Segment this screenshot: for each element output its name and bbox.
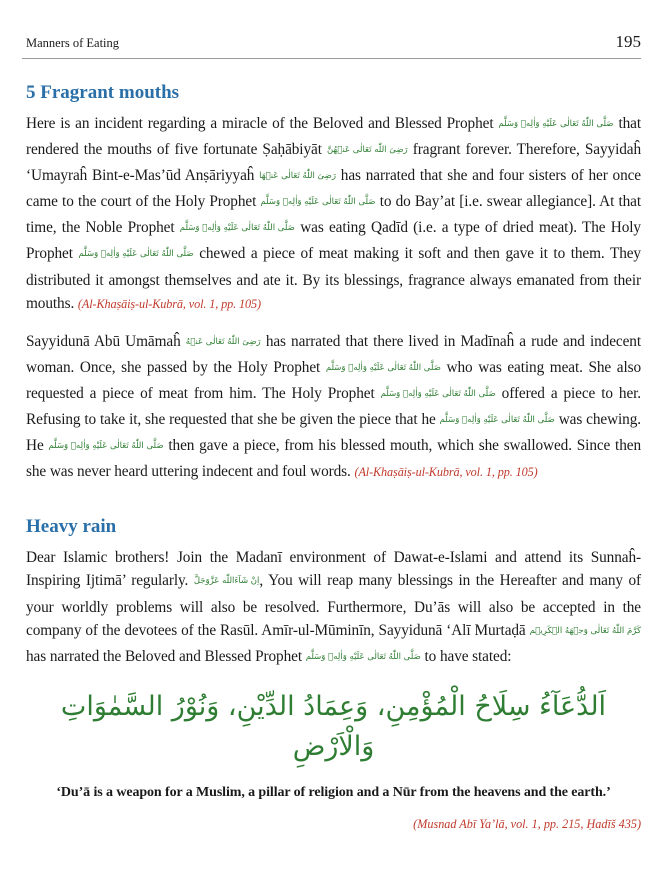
salutation-glyph: صَلَّى اللّٰهُ تَعَالٰى عَلَيْهِ وَاٰلِهٖ وَسَلَّم — [260, 197, 376, 208]
paragraph-fragrant-mouths — [26, 112, 641, 316]
page-number: 195 — [615, 32, 641, 51]
reference-citation: (Al-Khaṣāiṣ-ul-Kubrā, vol. 1, pp. 105) — [77, 296, 261, 311]
salutation-glyph: صَلَّى اللّٰهُ تَعَالٰى عَلَيْهِ وَاٰلِهٖ وَسَلَّم — [380, 388, 496, 399]
text: was chewing. He — [26, 411, 641, 455]
text: fragrant forever. Therefore, Sayyidaĥ ‘Umayraĥ Bint-e-Mas’ūd Anṣāriyyaĥ — [26, 141, 642, 185]
salutation-glyph: كَرَّمَ اللّٰهُ تَعَالٰى وَجۡهَهُ الۡكَرِيۡم — [529, 625, 641, 636]
text: to do Bay’at [i.e. swear allegiance]. At that time, the Noble Prophet — [26, 193, 641, 237]
salutation-glyph: صَلَّى اللّٰهُ تَعَالٰى عَلَيْهِ وَاٰلِهٖ وَسَلَّم — [498, 119, 614, 129]
salutation-glyph: رَضِیَ اللّٰهُ تَعَالٰی عَنۡهُ — [185, 336, 261, 347]
text: offered a piece to her. Refusing to take it, she requested that she be given the piece that he — [26, 384, 642, 429]
paragraph-abu-umamah — [26, 330, 641, 485]
hadith-translation: ‘Du’ā is a weapon for a Muslim, a pillar of religion and a Nūr from the heavens and the earth.’ — [56, 784, 611, 800]
page-content — [26, 80, 641, 832]
text: Dear Islamic brothers! Join the Madanī environment of Dawat-e-Islami and attend its Sunnaĥ-Inspiring Ijtimā’ regularly. — [26, 549, 641, 590]
paragraph-heavy-rain — [26, 546, 641, 670]
text: has narrated that she and four sisters of her once came to the court of the Holy Prophet — [26, 167, 641, 211]
salutation-glyph: رَضِیَ اللّٰهُ تَعَالٰی عَنۡهَا — [259, 171, 336, 182]
salutation-glyph: صَلَّى اللّٰهُ تَعَالٰى عَلَيْهِ وَاٰلِهٖ وَسَلَّم — [439, 415, 555, 426]
section-title-heavy-rain: Heavy rain — [26, 516, 117, 538]
text: Here is an incident regarding a miracle of the Beloved and Blessed Prophet — [26, 115, 499, 132]
salutation-glyph: صَلَّى اللّٰهُ تَعَالٰى عَلَيْهِ وَاٰلِهٖ وَسَلَّم — [48, 441, 164, 452]
running-title: Manners of Eating — [26, 36, 120, 50]
salutation-glyph: صَلَّى اللّٰهُ تَعَالٰى عَلَيْهِ وَاٰلِهٖ وَسَلَّم — [305, 651, 421, 662]
header-divider — [22, 58, 641, 59]
text: that rendered the mouths of five fortunate Ṣaḥābiyāt — [26, 115, 641, 159]
arabic-hadith-text: اَلدُّعَآءُ سِلَاحُ الْمُؤْمِنِ، وَعِمَادُ الدِّيْنِ، وَنُوْرُ السَّمٰوَاتِ وَالْاَرْضِ — [60, 690, 607, 762]
text: to have stated: — [420, 647, 512, 665]
text: has narrated that there lived in Madīnaĥ a rude and indecent woman. Once, she passed by the Holy Prophet — [26, 332, 642, 376]
text: was eating Qadīd (i.e. a type of dried meat). The Holy Prophet — [26, 219, 641, 263]
text: who was eating meat. She also requested a piece of meat from him. The Holy Prophet — [26, 358, 641, 402]
salutation-glyph: رَضِیَ اللّٰه تَعَالٰی عَنۡهُنَّ — [326, 145, 408, 156]
text: Sayyidunā Abū Umāmaĥ — [26, 332, 186, 350]
text: chewed a piece of meat making it soft and then gave it to them. They distributed it amongst themselves and ate it. By its blessings, fragrance always emanated from their mouths. — [26, 245, 641, 312]
salutation-glyph: صَلَّى اللّٰهُ تَعَالٰى عَلَيْهِ وَاٰلِهٖ وَسَلَّم — [78, 249, 194, 260]
text: , You will reap many blessings in the Hereafter and many of your worldly problems will also be resolved. Furthermore, Du’ās will also be accepted in the company of the devotees of the Rasūl. Amīr-ul-Mūminīn, Sayyidunā ‘Alī Murtaḍā — [26, 572, 642, 639]
text: has narrated the Beloved and Blessed Prophet — [26, 647, 306, 665]
salutation-glyph: صَلَّى اللّٰهُ تَعَالٰى عَلَيْهِ وَاٰلِهٖ وَسَلَّم — [325, 362, 441, 373]
hadith-reference: (Musnad Abī Ya’lā, vol. 1, pp. 215, Ḥadīš 435) — [413, 816, 641, 831]
reference-citation: (Al-Khaṣāiṣ-ul-Kubrā, vol. 1, pp. 105) — [354, 465, 538, 480]
section-title-fragrant-mouths: 5 Fragrant mouths — [26, 82, 180, 103]
salutation-glyph: صَلَّى اللّٰهُ تَعَالٰى عَلَيْهِ وَاٰلِهٖ وَسَلَّم — [179, 223, 295, 234]
salutation-glyph: اِنْ شَآءَاللّٰه عَزَّوَجَلَّ — [193, 576, 260, 587]
text: then gave a piece, from his blessed mouth, which she swallowed. Since then she was never heard uttering indecent and foul words. — [26, 437, 641, 481]
page-header — [22, 24, 641, 58]
